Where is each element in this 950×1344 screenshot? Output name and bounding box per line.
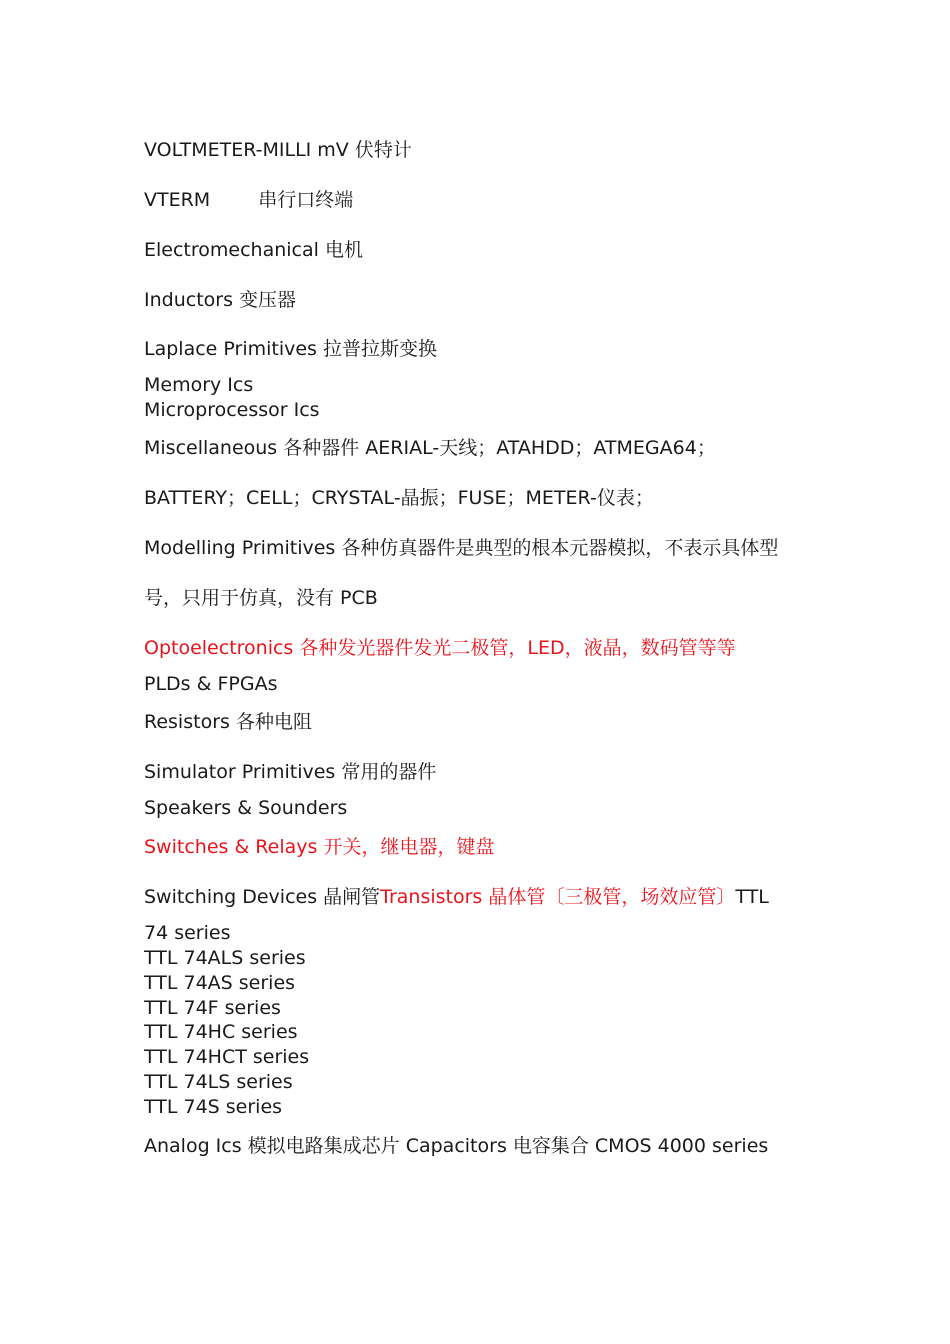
text-line-74f: TTL 74F series — [144, 997, 281, 1019]
text-line-analog: Analog Ics 模拟电路集成芯片 Capacitors 电容集合 CMOS 4000 series — [144, 1135, 769, 1157]
text-line-memory: Memory Ics — [144, 374, 254, 396]
text-line-simulator: Simulator Primitives 常用的器件 — [144, 761, 437, 783]
text-line-plds: PLDs & FPGAs — [144, 673, 278, 695]
vterm-desc: 串行口终端 — [258, 189, 354, 211]
ttl-text: TTL — [735, 886, 769, 908]
text-line-laplace: Laplace Primitives 拉普拉斯变换 — [144, 338, 437, 360]
text-line-74als: TTL 74ALS series — [144, 947, 306, 969]
transistors-text: Transistors 晶体管〔三极管，场效应管〕 — [380, 886, 736, 908]
text-line-74-series: 74 series — [144, 922, 231, 944]
text-line-resistors: Resistors 各种电阻 — [144, 711, 312, 733]
text-line-inductors: Inductors 变压器 — [144, 289, 297, 311]
text-line-speakers: Speakers & Sounders — [144, 797, 348, 819]
text-line-switching-devices — [144, 885, 769, 910]
text-line-74s: TTL 74S series — [144, 1096, 283, 1118]
text-line-electromechanical: Electromechanical 电机 — [144, 239, 363, 261]
text-line-vterm — [144, 188, 353, 213]
vterm-label: VTERM — [144, 189, 211, 211]
switching-devices-text: Switching Devices 晶闸管 — [144, 886, 381, 908]
text-line-miscellaneous: Miscellaneous 各种器件 AERIAL-天线；ATAHDD；ATMEGA64； — [144, 437, 716, 459]
text-line-microprocessor: Microprocessor Ics — [144, 399, 320, 421]
text-line-modelling-cont: 号，只用于仿真，没有 PCB — [144, 587, 378, 609]
text-line-voltmeter: VOLTMETER-MILLI mV 伏特计 — [144, 139, 412, 161]
text-line-switches: Switches & Relays 开关，继电器，键盘 — [144, 836, 495, 858]
text-line-74ls: TTL 74LS series — [144, 1071, 293, 1093]
text-line-74hct: TTL 74HCT series — [144, 1046, 310, 1068]
text-line-battery: BATTERY；CELL；CRYSTAL-晶振；FUSE；METER-仪表； — [144, 487, 654, 509]
text-line-optoelectronics: Optoelectronics 各种发光器件发光二极管，LED，液晶，数码管等等 — [144, 637, 736, 659]
text-line-74hc: TTL 74HC series — [144, 1021, 298, 1043]
text-line-modelling: Modelling Primitives 各种仿真器件是典型的根本元器模拟，不表示具体型 — [144, 537, 779, 559]
text-line-74as: TTL 74AS series — [144, 972, 296, 994]
